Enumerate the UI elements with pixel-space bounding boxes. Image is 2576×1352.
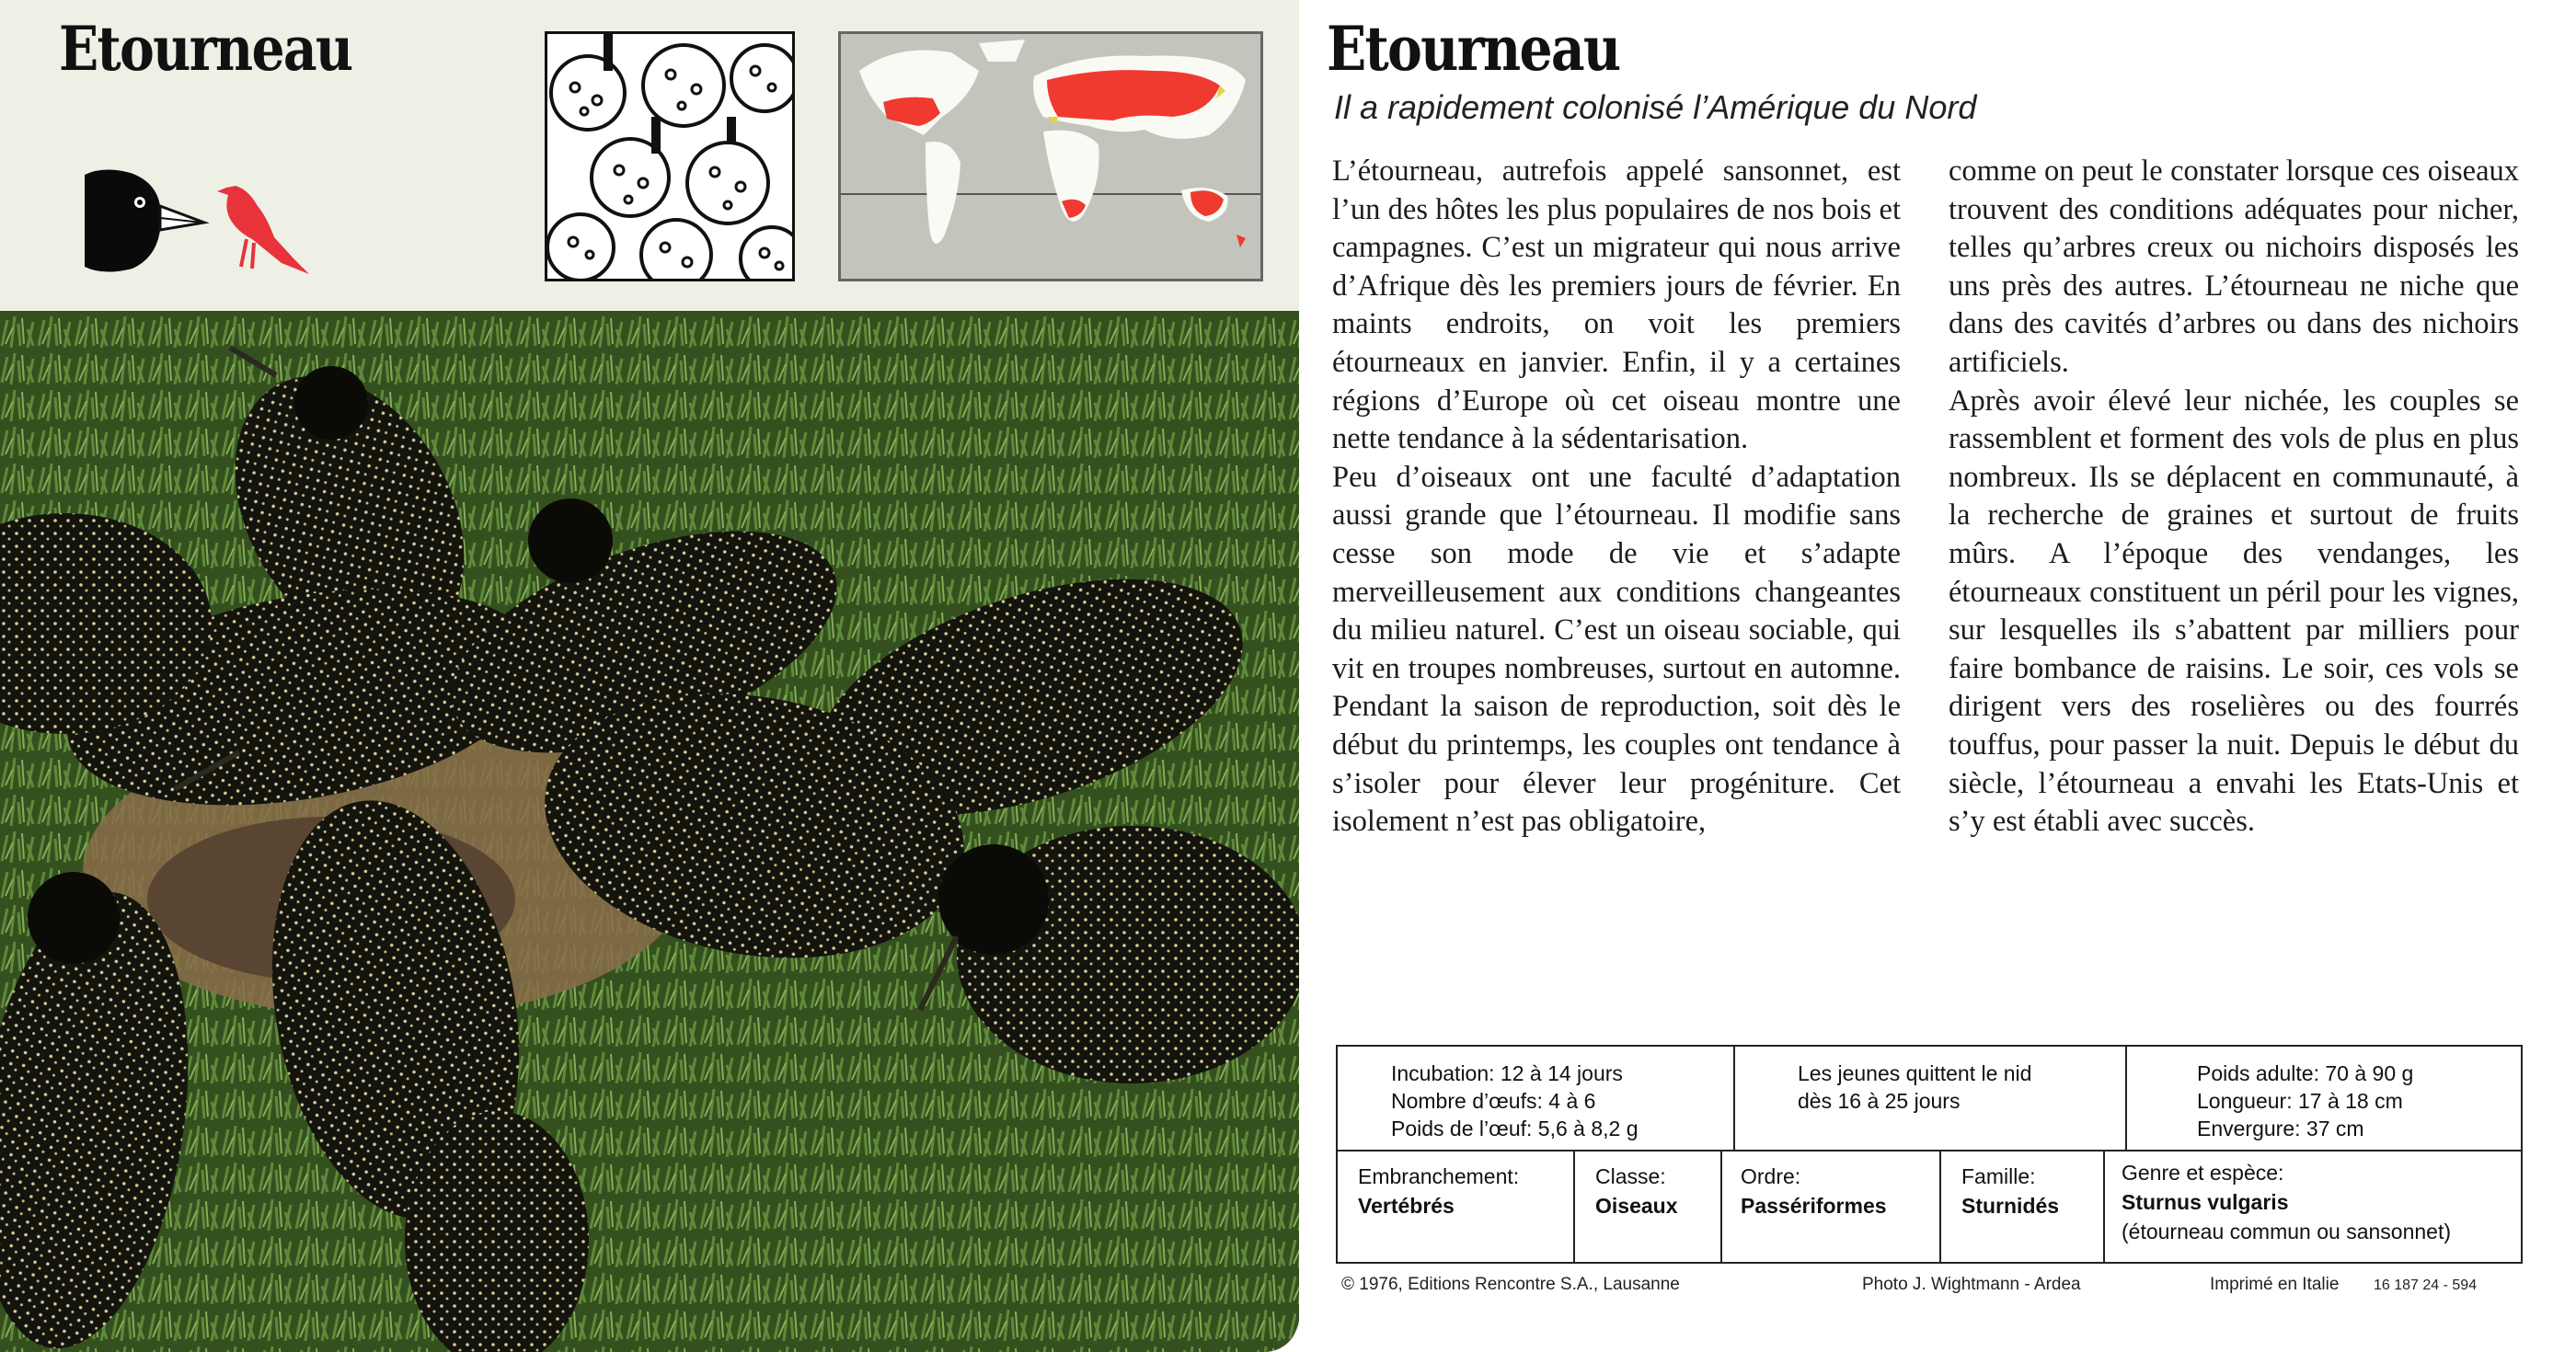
printed-text: Imprimé en Italie — [2210, 1275, 2340, 1294]
wingspan-text: Envergure: 37 cm — [2197, 1117, 2364, 1140]
young-cell — [1733, 1047, 2125, 1150]
photo-credit-text: Photo J. Wightmann - Ardea — [1862, 1275, 2081, 1294]
ordre-value: Passériformes — [1741, 1194, 1887, 1218]
length-text: Longueur: 17 à 18 cm — [2197, 1089, 2403, 1113]
embranchement-label: Embranchement: — [1358, 1164, 1520, 1188]
back-card — [1299, 0, 2576, 1352]
facts-row-biology — [1338, 1047, 2521, 1151]
card-code-text: 16 187 24 - 594 — [2374, 1278, 2478, 1293]
famille-cell — [1939, 1150, 2103, 1264]
reproduction-cell — [1338, 1047, 1733, 1150]
incubation-text: Incubation: 12 à 14 jours — [1391, 1061, 1623, 1085]
facts-row-classification — [1338, 1150, 2521, 1264]
distribution-map — [838, 31, 1263, 281]
genre-value: Sturnus vulgaris — [2122, 1190, 2289, 1214]
embranchement-cell — [1338, 1150, 1573, 1264]
paragraph: Peu d’oiseaux ont une faculté d’adaptation aussi grande que l’étourneau. Il modifie sans cesse son mode de vie et s’adapte merveilleusement aux conditions changeantes du milieu naturel. C’est un oiseau sociable, qui vit en troupes nombreuses, surtout en automne. Pendant la saison de reproduction, soit dès le début du printemps, les couples ont tendance à s’isoler pour élever leur progéniture. Cet isolement n’est pas obligatoire, — [1332, 460, 1901, 839]
bird-silhouette-icon — [210, 171, 320, 281]
young-text: Les jeunes quittent le nid — [1798, 1061, 2032, 1085]
young-age-text: dès 16 à 25 jours — [1798, 1089, 1961, 1113]
adult-weight-text: Poids adulte: 70 à 90 g — [2197, 1061, 2414, 1085]
genre-label: Genre et espèce: — [2122, 1161, 2284, 1185]
famille-value: Sturnidés — [1961, 1194, 2060, 1218]
back-title: Etourneau — [1327, 13, 1620, 85]
genre-cell — [2103, 1150, 2523, 1264]
copyright-text: © 1976, Editions Rencontre S.A., Lausanne — [1341, 1275, 1680, 1294]
genre-note: (étourneau commun ou sansonnet) — [2122, 1220, 2451, 1243]
ordre-cell — [1720, 1150, 1939, 1264]
forest-habitat-icon — [545, 31, 795, 281]
text-column-1 — [1332, 153, 1901, 842]
subtitle: Il a rapidement colonisé l’Amérique du Nord — [1334, 88, 1977, 126]
starlings-photo — [0, 311, 1299, 1352]
classe-value: Oiseaux — [1595, 1194, 1678, 1218]
egg-weight-text: Poids de l’œuf: 5,6 à 8,2 g — [1391, 1117, 1639, 1140]
front-title: Etourneau — [59, 13, 352, 85]
measures-cell — [2125, 1047, 2524, 1150]
ordre-label: Ordre: — [1741, 1164, 1801, 1188]
classe-cell — [1573, 1150, 1720, 1264]
embranchement-value: Vertébrés — [1358, 1194, 1455, 1218]
paragraph: L’étourneau, autrefois appelé sansonnet, est l’un des hôtes les plus populaires de nos bois et campagnes. C’est un migrateur qui nous arrive d’Afrique dès les premiers jours de février. En maints endroits, on voit les premiers étourneaux en janvier. Enfin, il y a certaines régions d’Europe où cet oiseau montre une nette tendance à la sédentarisation. — [1332, 155, 1901, 456]
classe-label: Classe: — [1595, 1164, 1666, 1188]
paragraph: Après avoir élevé leur nichée, les couples se rassemblent et forment des vols de plus en plus nombreux. Ils se déplacent en communauté, à la recherche de graines et surtout de fruits mûrs. A l’époque des vendanges, les étourneaux constituent un péril pour les vignes, sur lesquelles ils s’abattent par milliers pour faire bombance de raisins. Le soir, ces vols se dirigent vers des roselières ou des fourrés touffus, pour passer la nuit. Depuis le début du siècle, l’étourneau a envahi les Etats-Unis et s’y est établi avec succès. — [1949, 384, 2519, 839]
egg-count-text: Nombre d’œufs: 4 à 6 — [1391, 1089, 1596, 1113]
facts-table — [1336, 1045, 2523, 1264]
text-column-2 — [1949, 153, 2519, 842]
front-header — [0, 0, 1299, 311]
bird-head-icon — [75, 166, 213, 276]
famille-label: Famille: — [1961, 1164, 2036, 1188]
paragraph: comme on peut le constater lorsque ces oiseaux trouvent des conditions adéquates pour nicher, telles qu’arbres creux ou nichoirs disposés les uns près des autres. L’étourneau ne niche que dans des cavités d’arbres ou dans des nichoirs artificiels. — [1949, 155, 2519, 379]
